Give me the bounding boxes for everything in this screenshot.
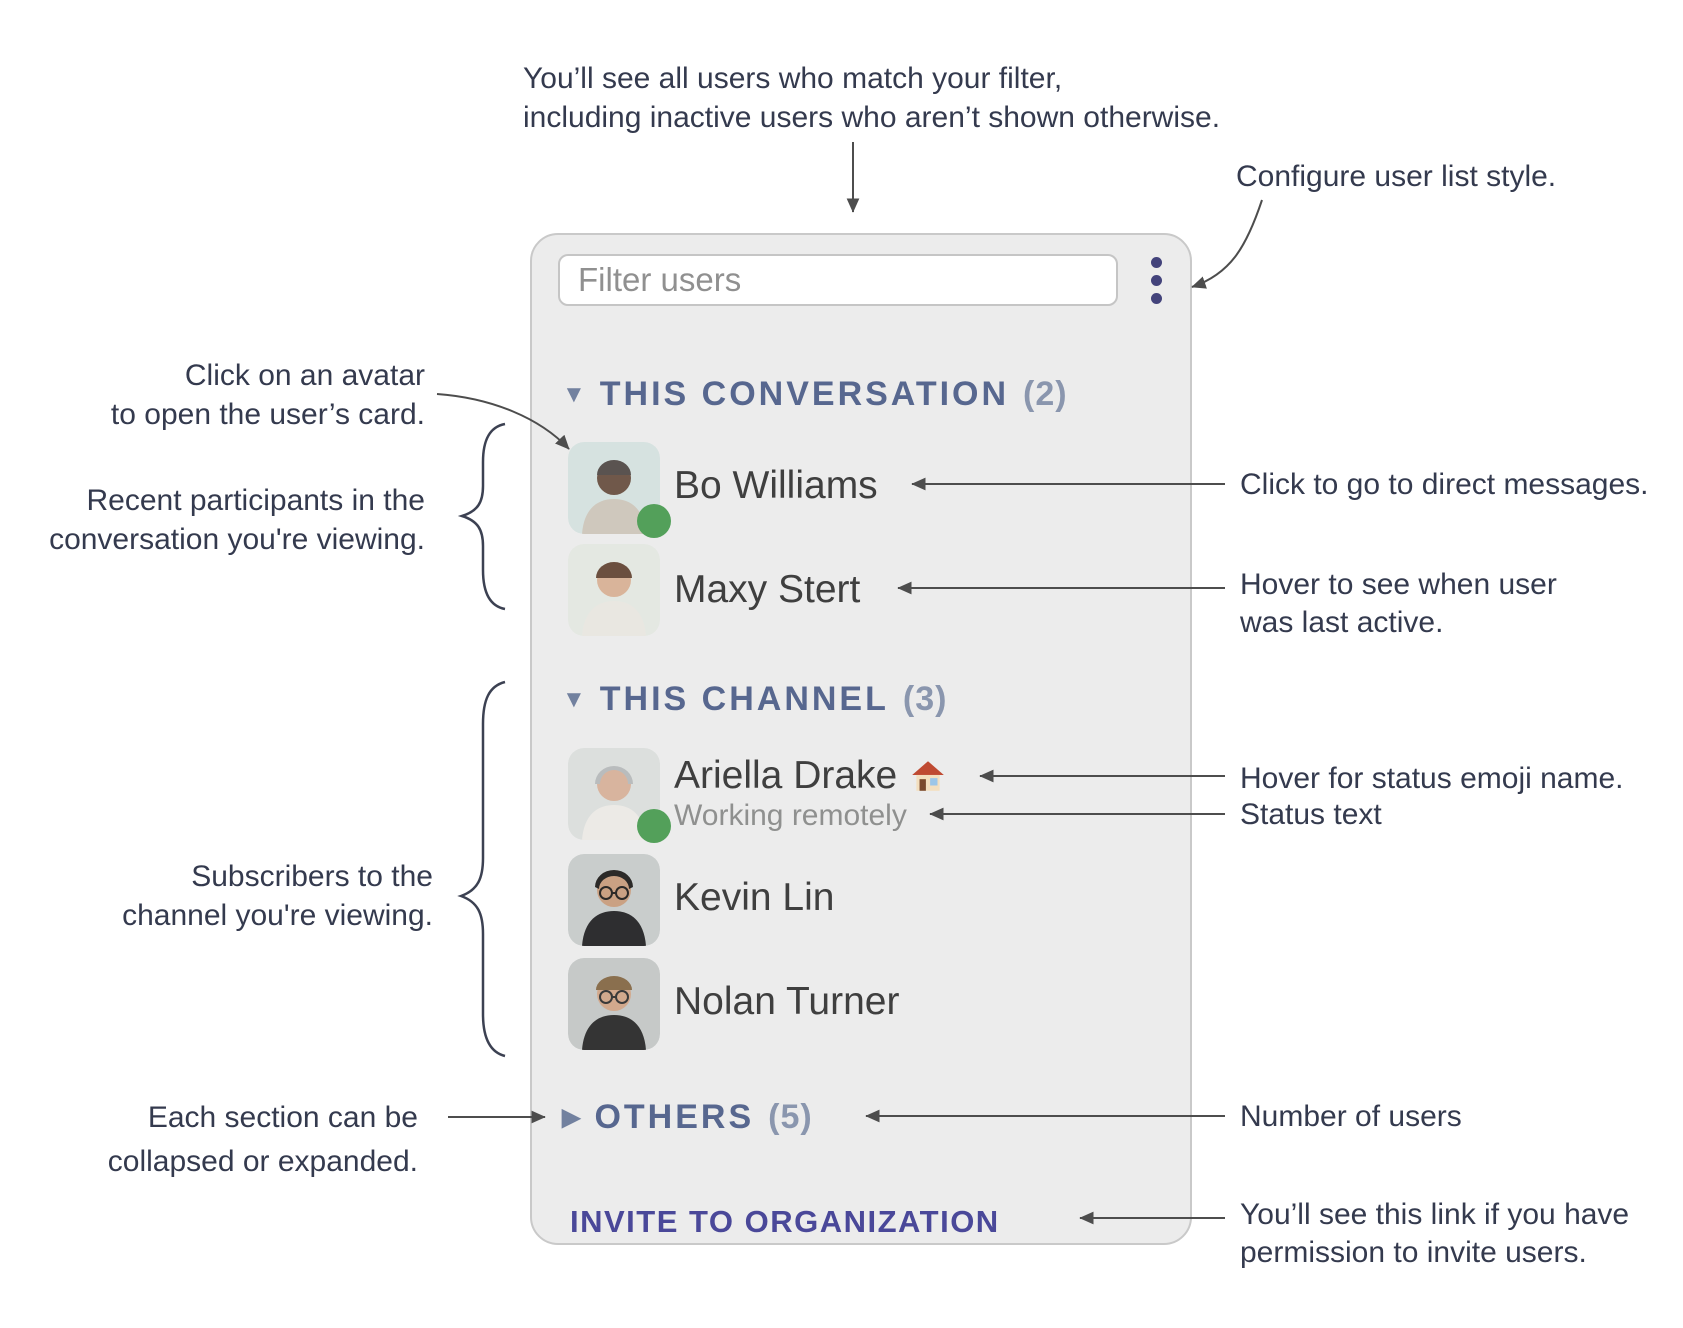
user-list-panel xyxy=(530,233,1192,1245)
presence-dot-online xyxy=(637,809,671,843)
section-header-this-channel[interactable] xyxy=(562,680,947,719)
user-count-note: Number of users xyxy=(1240,1100,1462,1133)
sections-note-line2: collapsed or expanded. xyxy=(107,1145,418,1178)
user-name[interactable]: Nolan Turner xyxy=(674,980,900,1023)
subscribers-note-line2: channel you're viewing. xyxy=(122,899,433,932)
participants-note-line1: Recent participants in the xyxy=(86,484,425,517)
top-note-line2: including inactive users who aren’t shown otherwise. xyxy=(523,101,1221,134)
status-text-note: Status text xyxy=(1240,798,1382,831)
user-name[interactable]: Maxy Stert xyxy=(674,568,861,611)
top-note-line1: You’ll see all users who match your filter, xyxy=(523,62,1063,95)
brace-recent-participants xyxy=(462,424,505,609)
kebab-menu-icon[interactable] xyxy=(1140,251,1172,309)
dm-note: Click to go to direct messages. xyxy=(1240,468,1649,501)
section-header-others[interactable] xyxy=(562,1098,813,1137)
last-active-note-line2: was last active. xyxy=(1240,606,1444,639)
avatar-image xyxy=(568,854,660,946)
invite-note xyxy=(1240,1196,1629,1272)
last-active-note xyxy=(1240,566,1557,642)
user-name[interactable] xyxy=(674,754,947,798)
top-note xyxy=(523,59,1220,137)
presence-dot-online xyxy=(637,504,671,538)
kebab-dot xyxy=(1151,257,1162,268)
user-name[interactable]: Kevin Lin xyxy=(674,876,835,919)
house-emoji xyxy=(909,759,947,793)
user-name-text: Ariella Drake xyxy=(674,754,898,797)
avatar[interactable] xyxy=(568,854,660,946)
section-count: (3) xyxy=(902,680,948,718)
avatar-image xyxy=(568,544,660,636)
avatar-image xyxy=(568,958,660,1050)
participants-note xyxy=(49,481,425,559)
status-emoji-note: Hover for status emoji name. xyxy=(1240,762,1624,795)
invite-note-line1: You’ll see this link if you have xyxy=(1240,1198,1630,1231)
sections-note-line1: Each section can be xyxy=(147,1101,418,1134)
avatar-note xyxy=(111,356,425,434)
kebab-dot xyxy=(1151,275,1162,286)
section-header-this-conversation[interactable] xyxy=(562,375,1068,414)
user-name[interactable]: Bo Williams xyxy=(674,464,878,507)
collapse-triangle-icon[interactable]: ▼ xyxy=(562,380,586,408)
filter-users-input[interactable] xyxy=(558,254,1118,306)
sections-note xyxy=(108,1096,418,1184)
section-title: OTHERS xyxy=(594,1098,755,1136)
avatar[interactable] xyxy=(568,958,660,1050)
avatar-note-line2: to open the user’s card. xyxy=(110,398,425,431)
section-title: THIS CHANNEL xyxy=(599,680,889,718)
last-active-note-line1: Hover to see when user xyxy=(1240,568,1557,601)
participants-note-line2: conversation you're viewing. xyxy=(49,523,425,556)
subscribers-note-line1: Subscribers to the xyxy=(191,860,433,893)
section-count: (5) xyxy=(768,1098,813,1136)
kebab-dot xyxy=(1151,293,1162,304)
subscribers-note xyxy=(122,857,433,935)
collapse-triangle-icon[interactable]: ▼ xyxy=(562,685,586,713)
user-status-text: Working remotely xyxy=(674,799,907,832)
configure-note: Configure user list style. xyxy=(1236,160,1557,193)
section-title: THIS CONVERSATION xyxy=(599,375,1010,413)
invite-to-organization-link[interactable]: INVITE TO ORGANIZATION xyxy=(570,1204,1000,1239)
brace-subscribers xyxy=(461,682,505,1056)
section-count: (2) xyxy=(1023,375,1068,413)
invite-note-line2: permission to invite users. xyxy=(1240,1236,1587,1269)
avatar[interactable] xyxy=(568,544,660,636)
expand-triangle-icon[interactable]: ▶ xyxy=(562,1104,581,1131)
arrow-configure-to-kebab xyxy=(1192,200,1262,287)
avatar-note-line1: Click on an avatar xyxy=(184,359,425,392)
